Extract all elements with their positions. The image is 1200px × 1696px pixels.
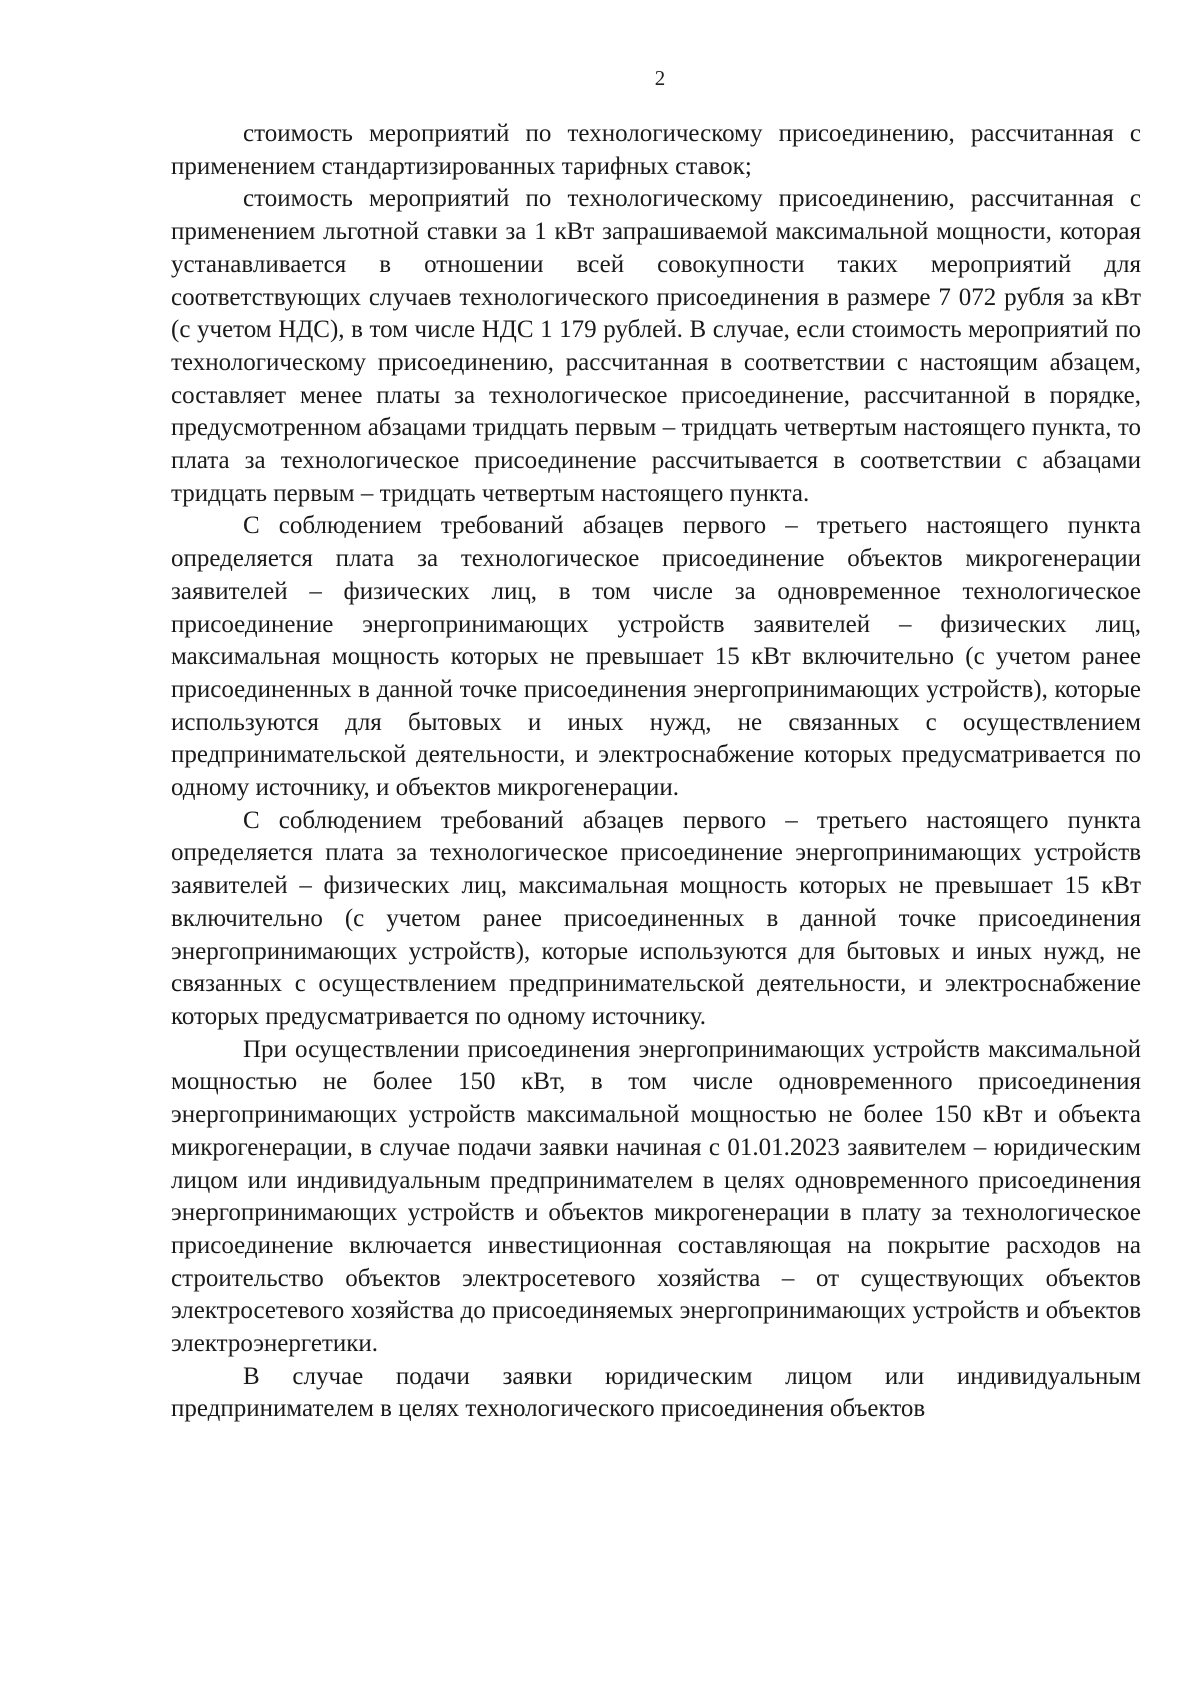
paragraph-1: стоимость мероприятий по технологическому присоединению, рассчитанная с применением стандартизированных тарифных ставок;: [171, 120, 1141, 180]
paragraph-4: С соблюдением требований абзацев первого – третьего настоящего пункта определяется плата за технологическое присоединение энергопринимающих устройств заявителей – физических лиц, максимальная мощность которых не превышает 15 кВт включительно (с учетом ранее присоединенных в данной точке присоединения энергопринимающих устройств), которые используются для бытовых и иных нужд, не связанных с осуществлением предпринимательской деятельности, и электроснабжение которых предусматривается по одному источнику.: [171, 806, 1141, 1030]
paragraph-3: С соблюдением требований абзацев первого – третьего настоящего пункта определяется плата за технологическое присоединение объектов микрогенерации заявителей – физических лиц, в том числе за одновременное технологическое присоединение энергопринимающих устройств заявителей – физических лиц, максимальная мощность которых не превышает 15 кВт включительно (с учетом ранее присоединенных в данной точке присоединения энергопринимающих устройств), которые используются для бытовых и иных нужд, не связанных с осуществлением предпринимательской деятельности, и электроснабжение которых предусматривается по одному источнику, и объектов микрогенерации.: [171, 512, 1141, 802]
page-number: 2: [654, 66, 666, 90]
paragraph-6: В случае подачи заявки юридическим лицом или индивидуальным предпринимателем в целях технологического присоединения объектов: [171, 1362, 1141, 1423]
paragraph-2: стоимость мероприятий по технологическому присоединению, рассчитанная с применением льготной ставки за 1 кВт запрашиваемой максимальной мощности, которая устанавливается в отношении всей совокупности таких мероприятий для соответствующих случаев технологического присоединения в размере 7 072 рубля за кВт (с учетом НДС), в том числе НДС 1 179 рублей. В случае, если стоимость мероприятий по технологическому присоединению, рассчитанная в соответствии с настоящим абзацем, составляет менее платы за технологическое присоединение, рассчитанной в порядке, предусмотренном абзацами тридцать первым – тридцать четвертым настоящего пункта, то плата за технологическое присоединение рассчитывается в соответствии с абзацами тридцать первым – тридцать четвертым настоящего пункта.: [171, 185, 1141, 507]
paragraph-5: При осуществлении присоединения энергопринимающих устройств максимальной мощностью не более 150 кВт, в том числе одновременного присоединения энергопринимающих устройств максимальной мощностью не более 150 кВт и объекта микрогенерации, в случае подачи заявки начиная с 01.01.2023 заявителем – юридическим лицом или индивидуальным предпринимателем в целях одновременного присоединения энергопринимающих устройств и объектов микрогенерации в плату за технологическое присоединение включается инвестиционная составляющая на покрытие расходов на строительство объектов электросетевого хозяйства – от существующих объектов электросетевого хозяйства до присоединяемых энергопринимающих устройств и объектов электроэнергетики.: [171, 1035, 1141, 1358]
document-body: [171, 118, 1141, 1426]
